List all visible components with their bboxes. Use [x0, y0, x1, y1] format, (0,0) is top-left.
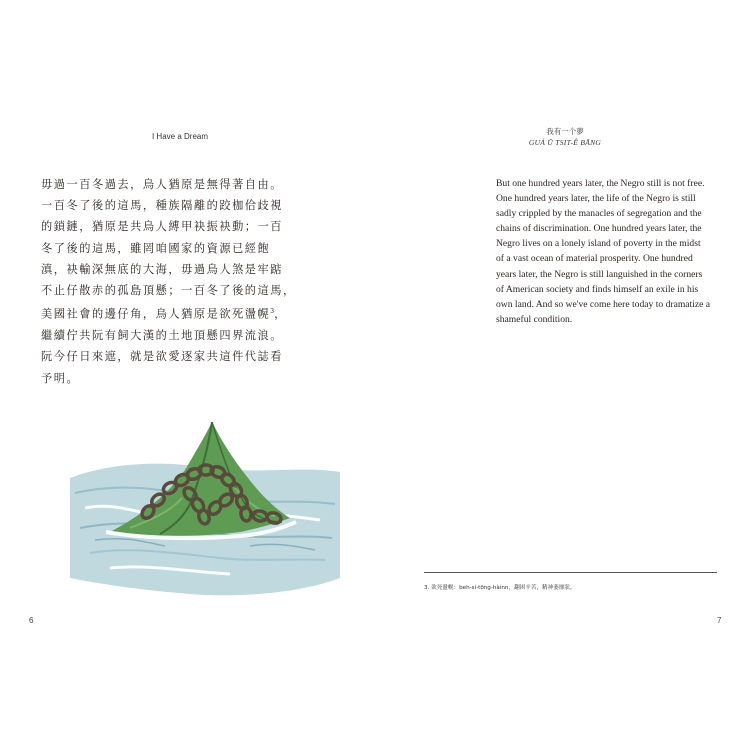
page-number-right: 7: [717, 616, 722, 625]
body-line: 予明。: [41, 371, 80, 385]
footnote-divider: [424, 572, 717, 573]
body-line: 美國社會的邊仔角，烏人猶原是欲死盪幌$^3$，: [41, 307, 287, 321]
body-line: Negro lives on a lonely island of poverty in the midst: [496, 238, 701, 250]
body-line: 冬了後的這馬，雖罔咱國家的資源已經飽: [41, 241, 271, 255]
running-head-left: I Have a Dream: [151, 132, 209, 141]
body-line: But one hundred years later, the Negro still is not free.: [496, 178, 705, 189]
body-line: 滇，袂輸深無底的大海，毋過烏人煞是牢踮: [41, 262, 284, 276]
body-line: 毋過一百冬過去，烏人猶原是無得著自由。: [41, 178, 284, 191]
body-line: 不止仔散赤的孤島頂懸；一百冬了後的這馬，: [41, 284, 296, 298]
body-line: 繼續佇共阮有飼大漢的土地頂懸四界流浪。: [41, 329, 284, 343]
english-body-text: [496, 176, 724, 327]
body-line: shameful condition.: [496, 313, 573, 325]
body-line: of a vast ocean of material prosperity. One hundred: [496, 253, 693, 265]
body-line: 阮今仔日來遮，就是欲愛逐家共這件代誌看: [41, 350, 284, 364]
chained-island-illustration: [70, 408, 340, 603]
running-head-title-romanized: GUÁ Ū TSIT-Ê BĀNG: [528, 138, 602, 147]
right-page: [375, 0, 750, 750]
body-line: One hundred years later, the life of the Negro is still: [496, 193, 696, 205]
body-line: 的鎖鏈，猶原是共烏人縛甲袂振袂動；一百: [41, 220, 284, 234]
running-head-title-zh: 我有一个夢: [546, 127, 584, 136]
body-line: of American society and finds himself an exile in his: [496, 283, 699, 295]
body-line: chains of discrimination. One hundred years later, the: [496, 223, 702, 235]
page-number-left: 6: [29, 616, 34, 625]
footnote: 3. 欲死盪幌：beh-sí-tōng-hàinn，翻困辛苦，精神萎靡狀。: [424, 585, 576, 591]
running-head-right: [475, 126, 655, 148]
footnote-marker: 3: [270, 308, 275, 316]
taiwanese-body-text: [41, 174, 296, 389]
body-line: 一百冬了後的這馬，種族隔離的跤枷佮歧視: [41, 199, 284, 213]
body-line: own land. And so we've come here today to dramatize a: [496, 298, 711, 310]
body-line: years later, the Negro is still languished in the corners: [496, 268, 703, 280]
body-line: sadly crippled by the manacles of segregation and the: [496, 208, 702, 220]
